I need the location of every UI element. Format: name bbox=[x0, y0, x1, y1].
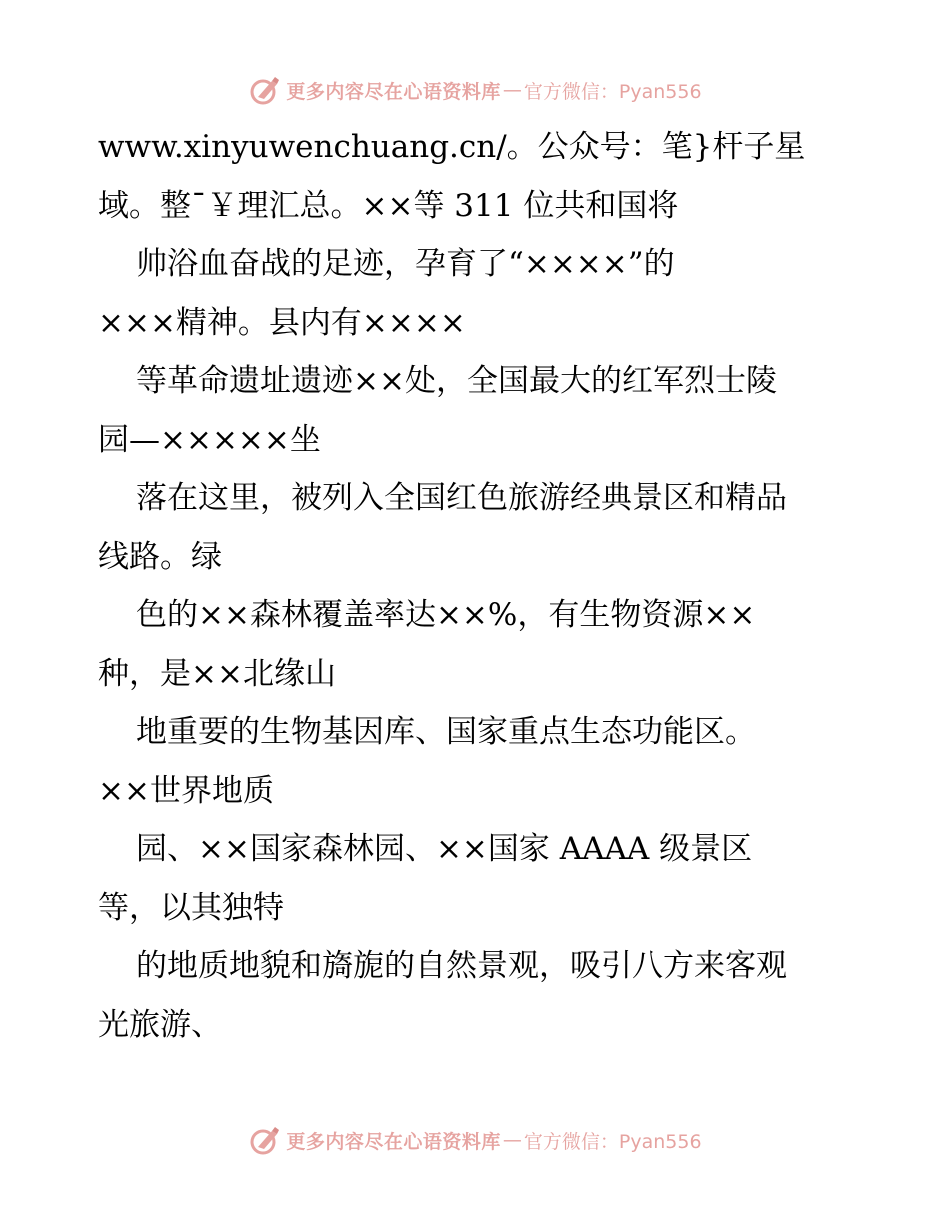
text-line: 色的××森林覆盖率达××%，有生物资源×× bbox=[136, 597, 756, 633]
pen-nib-logo-icon bbox=[248, 1123, 282, 1157]
text-line: 帅浴血奋战的足迹，孕育了“××××”的 bbox=[136, 246, 675, 282]
text-line: 域。整¯￥理汇总。××等 311 位共和国将 bbox=[98, 187, 679, 224]
text-line: 线路。绿 bbox=[98, 538, 222, 575]
text-line: 种，是××北缘山 bbox=[98, 655, 336, 692]
watermark-wechat-text: 官方微信：Pyan556 bbox=[523, 80, 702, 103]
pen-nib-logo-icon bbox=[248, 73, 282, 107]
footer-watermark bbox=[0, 1120, 950, 1160]
text-line: 等革命遗址遗迹××处，全国最大的红军烈士陵 bbox=[136, 363, 777, 399]
document-body bbox=[98, 118, 858, 1054]
watermark-separator: — bbox=[502, 79, 522, 101]
text-line: 光旅游、 bbox=[98, 1006, 222, 1043]
watermark-separator: — bbox=[502, 1129, 522, 1151]
watermark-site-text: 更多内容尽在心语资料库 bbox=[286, 1130, 501, 1153]
text-line: 园—×××××坐 bbox=[98, 421, 321, 458]
text-line: 地重要的生物基因库、国家重点生态功能区。 bbox=[136, 714, 756, 750]
text-line: 等，以其独特 bbox=[98, 889, 284, 926]
text-line: 落在这里，被列入全国红色旅游经典景区和精品 bbox=[136, 480, 787, 516]
watermark-wechat-text: 官方微信：Pyan556 bbox=[523, 1130, 702, 1153]
text-line: 的地质地貌和旖旎的自然景观，吸引八方来客观 bbox=[136, 948, 787, 984]
text-line: ××世界地质 bbox=[98, 772, 274, 809]
header-watermark bbox=[0, 70, 950, 110]
text-line: ×××精神。县内有×××× bbox=[98, 304, 466, 341]
text-line: www.xinyuwenchuang.cn/。公众号：笔}杆子星 bbox=[98, 129, 806, 165]
text-line: 园、××国家森林园、××国家 AAAA 级景区 bbox=[136, 831, 753, 867]
watermark-site-text: 更多内容尽在心语资料库 bbox=[286, 80, 501, 103]
